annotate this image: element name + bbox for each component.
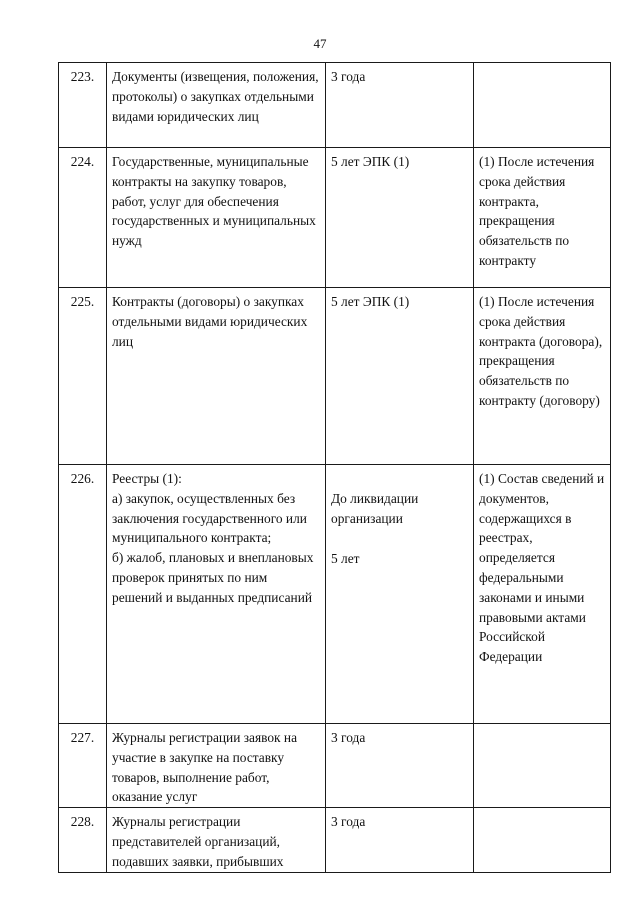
note	[474, 63, 611, 148]
registry-item-b: б) жалоб, плановых и внеплановых проверок принятых по ним решений и выданных предписаний	[112, 550, 314, 605]
row-number: 224.	[59, 148, 107, 288]
row-number: 223.	[59, 63, 107, 148]
table-row	[59, 63, 611, 148]
document-name: Документы (извещения, положения, протоколы) о закупках отдельными видами юридических лиц	[107, 63, 326, 148]
table-row	[59, 724, 611, 808]
note	[474, 808, 611, 872]
row-number: 226.	[59, 465, 107, 724]
retention-term: 5 лет ЭПК (1)	[326, 288, 474, 465]
table-row	[59, 148, 611, 288]
note: (1) После истечения срока действия контракта, прекращения обязательств по контракту	[474, 148, 611, 288]
document-name	[107, 465, 326, 724]
document-name: Журналы регистрации заявок на участие в закупке на поставку товаров, выполнение работ, оказание услуг	[107, 724, 326, 808]
note: (1) После истечения срока действия контракта (договора), прекращения обязательств по контракту (договору)	[474, 288, 611, 465]
table-row	[59, 808, 611, 872]
note	[474, 724, 611, 808]
records-table	[58, 62, 611, 873]
note: (1) Состав сведений и документов, содержащихся в реестрах, определяется федеральными законами и иными правовыми актами Российской Федерации	[474, 465, 611, 724]
registry-title: Реестры (1):	[112, 471, 182, 486]
page-number: 47	[313, 36, 327, 51]
retention-term: 3 года	[326, 724, 474, 808]
row-number: 227.	[59, 724, 107, 808]
row-number: 225.	[59, 288, 107, 465]
retention-term: 5 лет ЭПК (1)	[326, 148, 474, 288]
retention-term-a: До ликвидации организации	[331, 491, 419, 526]
table-row	[59, 465, 611, 724]
retention-term	[326, 465, 474, 724]
document-name: Государственные, муниципальные контракты на закупку товаров, работ, услуг для обеспечения государственных и муниципальных нужд	[107, 148, 326, 288]
table-row	[59, 288, 611, 465]
retention-term: 3 года	[326, 808, 474, 872]
document-name: Журналы регистрации представителей организаций, подавших заявки, прибывших	[107, 808, 326, 872]
retention-term-b: 5 лет	[331, 550, 360, 566]
retention-term: 3 года	[326, 63, 474, 148]
document-name: Контракты (договоры) о закупках отдельными видами юридических лиц	[107, 288, 326, 465]
registry-item-a: а) закупок, осуществленных без заключения государственного или муниципального контракта;	[112, 490, 307, 546]
row-number: 228.	[59, 808, 107, 872]
